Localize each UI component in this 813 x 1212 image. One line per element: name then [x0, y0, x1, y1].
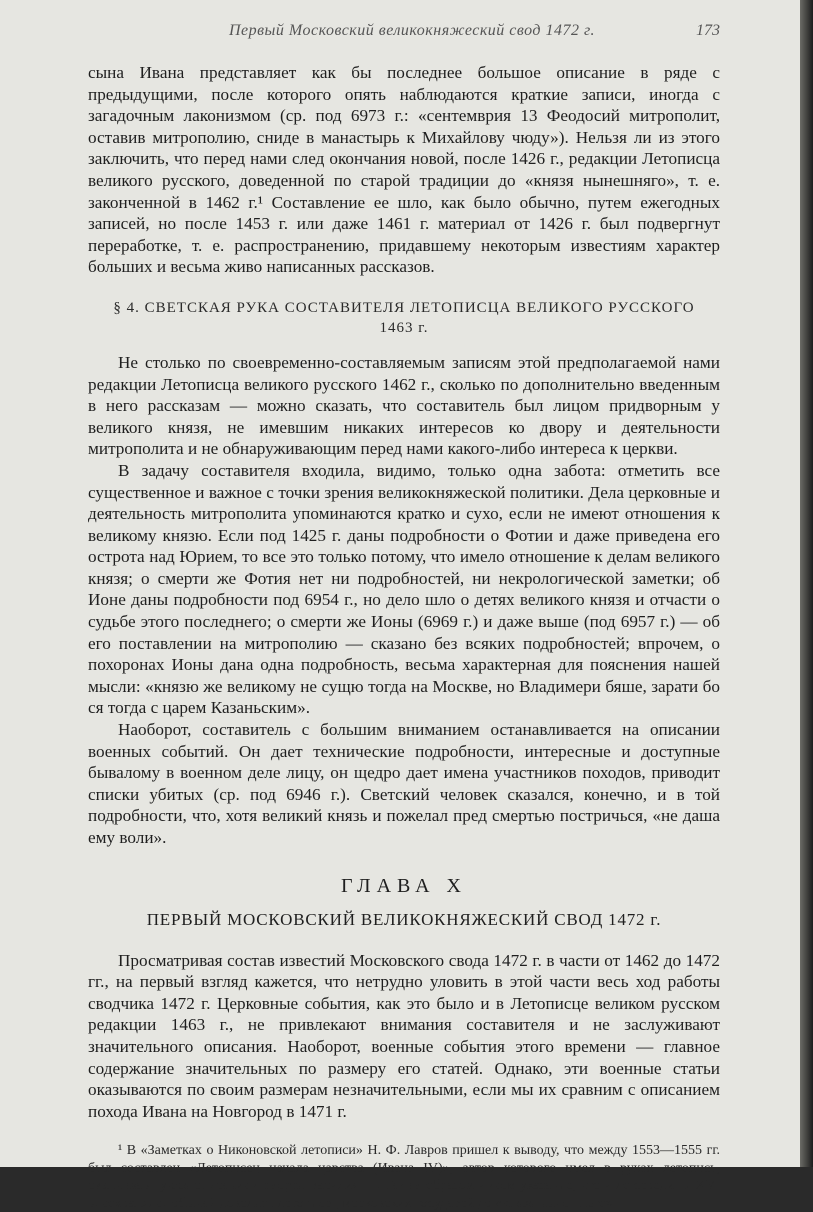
paragraph: Просматривая состав известий Московского свода 1472 г. в части от 1462 до 1472 гг., на первый взгляд кажется, что нетрудно уловить в этой части весь ход работы сводчика 1472 г. Церковные события, как это было и в Летописце великом русском редакции 1463 г., не привлекают внимания составителя и не заслуживают значительного описания. Наоборот, военные события этого времени — главное содержание значительных по размеру его статей. Однако, эти военные статьи оказываются по своим размерам незначительными, если мы их сравним с описанием похода Ивана на Новгород в 1471 г. — [88, 950, 720, 1121]
running-head — [88, 22, 720, 40]
section-heading — [88, 298, 720, 338]
section-heading-year: 1463 г. — [379, 319, 429, 336]
section-heading-line: § 4. СВЕТСКАЯ РУКА СОСТАВИТЕЛЯ ЛЕТОПИСЦА ВЕЛИКОГО РУССКОГО — [113, 299, 695, 316]
chapter-title: ПЕРВЫЙ МОСКОВСКИЙ ВЕЛИКОКНЯЖЕСКИЙ СВОД 1472 г. — [146, 909, 662, 929]
chapter-label: ГЛАВА X — [340, 874, 468, 897]
paragraph: Наоборот, составитель с большим вниманием останавливается на описании военных событий. Он дает технические подробности, интересные и доступные бывалому в военном деле лицу, он щедро дает имена участников походов, приводит списки убитых (ср. под 6946 г.). Светский человек сказался, конечно, и в той подробности, что, хотя великий князь и пожелал пред смертью постричься, «не даша ему воли». — [88, 720, 720, 847]
running-head-title: Первый Московский великокняжеский свод 1472 г. — [228, 22, 596, 39]
paragraph: В задачу составителя входила, видимо, только одна забота: отметить все существенное и важное с точки зрения великокняжеской политики. Дела церковные и деятельность митрополита упоминаются кратко и сухо, если не имеют отношения к великому князю. Если под 1425 г. даны подробности о Фотии и даже приведена его острота над Юрием, то все это только потому, что имело отношение к делам великого князя; о смерти же Фотия нет ни подробностей, ни некрологической заметки; об Ионе даны подробности под 6954 г., но дело шло о детях великого князя и отчасти о судьбе этого последнего; о смерти же Ионы (6969 г.) и даже выше (под 6957 г.) — об его поставлении на митрополию — сказано без всяких подробностей; впрочем, о похоронах Ионы дана одна подробность, весьма характерная для пояснения нашей мысли: «князю же великому не сущю тогда на Москве, но Владимери бяше, зарати бо ся тогда с царем Казаньским». — [88, 460, 720, 718]
page-edge-shadow — [800, 0, 813, 1167]
page-number: 173 — [696, 22, 720, 39]
footnote: ¹ В «Заметках о Никоновской летописи» Н. Ф. Лавров пришел к выводу, что между 1553—1555 гг. был составлен «Летописец начала царства (Ивана IV)», автор которого имел в руках летопись, оканчивавшуюся описанием смерти Василия III. Таким образом имеем указание, что и до середины XVI в. сохранялся обычай доводить летописец московских государей до «князя нынешнего». — [88, 1143, 720, 1211]
paragraph: сына Ивана представляет как бы последнее большое описание в ряде с предыдущими, после которого опять наблюдаются краткие записи, иногда с загадочным лаконизмом (ср. под 6973 г.: «сентемврия 13 Феодосий митрополит, оставив митрополию, сниде в манастырь к Михайлову чюду»). Нельзя ли из этого заключить, что перед нами след окончания новой, после 1426 г., редакции Летописца великого русского, доведенной по старой традиции до «князя нынешняго», т. е. законченной в 1462 г.¹ Составление ее шло, как было обычно, путем ежегодных записей, но после 1453 г. или даже 1461 г. материал от 1426 г. был подвергнут переработке, т. е. распространению, придавшему некоторым известиям характер больших и весьма живо написанных рассказов. — [88, 63, 720, 277]
paragraph: Не столько по своевременно-составляемым записям этой предполагаемой нами редакции Летописца великого русского 1462 г., сколько по дополнительно введенным в него рассказам — можно сказать, что составитель был лицом придворным у великого князя, не имевшим никаких интересов ко двору и деятельности митрополита и не обнаруживающим перед нами какого-либо интереса к церкви. — [88, 352, 720, 459]
